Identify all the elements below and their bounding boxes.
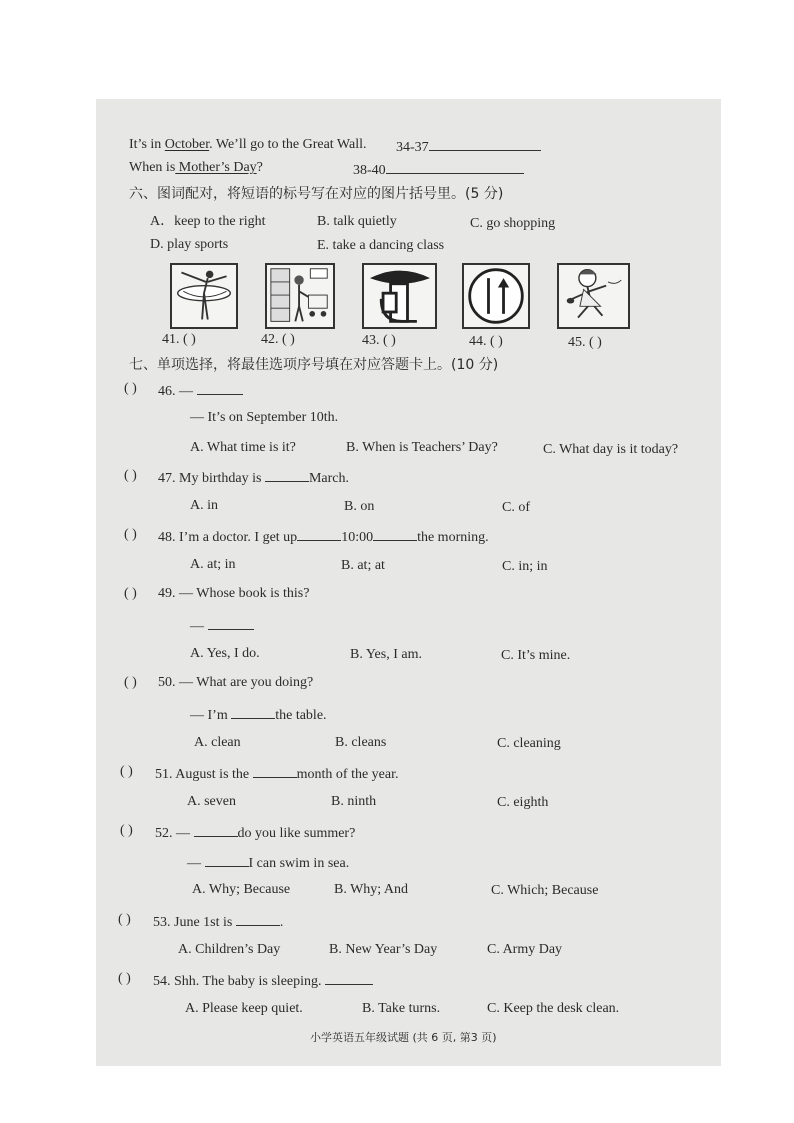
q48-option-b: B. at; at: [341, 558, 385, 573]
q48-option-a: A. at; in: [190, 557, 236, 572]
answer-blank[interactable]: [265, 467, 309, 482]
answer-blank[interactable]: [236, 911, 280, 926]
picture-label-44[interactable]: 44. ( ): [469, 334, 503, 349]
question-51: 51. August is the month of the year.: [155, 763, 399, 784]
q47-option-c: C. of: [502, 500, 530, 515]
picture-label-42[interactable]: 42. ( ): [261, 332, 295, 347]
q54-option-c: C. Keep the desk clean.: [487, 1001, 620, 1016]
answer-blank[interactable]: [325, 970, 373, 985]
q54-option-a: A. Please keep quiet.: [185, 1001, 303, 1016]
answer-blank[interactable]: [373, 526, 417, 541]
question-54: 54. Shh. The baby is sleeping.: [153, 970, 373, 991]
answer-blank[interactable]: [194, 822, 238, 837]
answer-blank[interactable]: [208, 615, 254, 630]
q49-option-c: C. It’s mine.: [501, 648, 571, 663]
q49-option-a: A. Yes, I do.: [190, 646, 260, 661]
q52-option-b: B. Why; And: [334, 882, 409, 897]
section-6-title: 六、图词配对，将短语的标号写在对应的图片括号里。(5 分): [129, 186, 504, 202]
q46-option-a: A. What time is it?: [190, 440, 296, 455]
question-50-reply: — I’m the table.: [190, 704, 327, 725]
q53-option-c: C. Army Day: [487, 942, 563, 957]
answer-blank[interactable]: [429, 136, 541, 151]
question-52: 52. — do you like summer?: [155, 822, 355, 843]
option-b: B. talk quietly: [317, 214, 397, 229]
question-48: 48. I’m a doctor. I get up 10:00 the morning.: [158, 526, 489, 547]
answer-blank[interactable]: [197, 380, 243, 395]
page-footer: 小学英语五年级试题 (共 6 页, 第3 页): [310, 1031, 497, 1044]
question-50: 50. — What are you doing?: [158, 675, 314, 690]
q48-option-c: C. in; in: [502, 559, 548, 574]
picture-label-43[interactable]: 43. ( ): [362, 333, 396, 348]
picture-label-45[interactable]: 45. ( ): [568, 335, 602, 350]
q53-option-a: A. Children’s Day: [178, 942, 281, 957]
answer-blank[interactable]: [231, 704, 275, 719]
answer-paren-48[interactable]: ( ): [124, 527, 137, 542]
q52-option-a: A. Why; Because: [192, 882, 291, 897]
option-a: A．keep to the right: [150, 214, 266, 229]
option-d: D. play sports: [150, 237, 229, 252]
answer-blank[interactable]: [386, 159, 524, 174]
question-52-reply: — I can swim in sea.: [187, 852, 349, 873]
q50-option-c: C. cleaning: [497, 736, 561, 751]
underlined-word: October: [164, 137, 210, 152]
quiet-lips-icon: [362, 263, 437, 329]
answer-paren-53[interactable]: ( ): [118, 912, 131, 927]
q51-option-a: A. seven: [187, 794, 236, 809]
fill-number-34-37: 34-37: [396, 136, 541, 157]
q46-option-c: C. What day is it today?: [543, 442, 679, 457]
q46-option-b: B. When is Teachers’ Day?: [346, 440, 498, 455]
answer-paren-49[interactable]: ( ): [124, 586, 137, 601]
q49-option-b: B. Yes, I am.: [350, 647, 422, 662]
q53-option-b: B. New Year’s Day: [329, 942, 438, 957]
answer-paren-52[interactable]: ( ): [120, 823, 133, 838]
q52-option-c: C. Which; Because: [491, 883, 599, 898]
girl-running-icon: [557, 263, 630, 329]
question-49: 49. — Whose book is this?: [158, 586, 310, 601]
option-e: E. take a dancing class: [317, 238, 445, 253]
option-c: C. go shopping: [470, 216, 556, 231]
answer-blank[interactable]: [253, 763, 297, 778]
q50-option-b: B. cleans: [335, 735, 387, 750]
answer-paren-51[interactable]: ( ): [120, 764, 133, 779]
q51-option-c: C. eighth: [497, 795, 549, 810]
question-46: 46. —: [158, 380, 243, 401]
q54-option-b: B. Take turns.: [362, 1001, 441, 1016]
answer-blank[interactable]: [205, 852, 249, 867]
answer-paren-50[interactable]: ( ): [124, 675, 137, 690]
answer-paren-47[interactable]: ( ): [124, 468, 137, 483]
underlined-word: Mother’s Day: [175, 160, 257, 175]
question-47: 47. My birthday is March.: [158, 467, 349, 488]
q50-option-a: A. clean: [194, 735, 241, 750]
picture-label-41[interactable]: 41. ( ): [162, 332, 196, 347]
question-49-reply: —: [190, 615, 254, 636]
q51-option-b: B. ninth: [331, 794, 377, 809]
question-53: 53. June 1st is .: [153, 911, 283, 932]
fill-line-34-37: It’s in October. We’ll go to the Great Wall.: [129, 137, 367, 152]
fill-line-38-40: When is Mother’s Day?: [129, 160, 263, 175]
q47-option-b: B. on: [344, 499, 375, 514]
q47-option-a: A. in: [190, 498, 218, 513]
keep-right-sign-icon: [462, 263, 530, 329]
fill-number-38-40: 38-40: [353, 159, 524, 180]
question-46-reply: — It’s on September 10th.: [190, 410, 339, 425]
answer-paren-46[interactable]: ( ): [124, 381, 137, 396]
shopping-icon: [265, 263, 335, 329]
section-7-title: 七、单项选择，将最佳选项序号填在对应答题卡上。(10 分): [129, 357, 499, 373]
answer-paren-54[interactable]: ( ): [118, 971, 131, 986]
answer-blank[interactable]: [297, 526, 341, 541]
ballet-dancer-icon: [170, 263, 238, 329]
